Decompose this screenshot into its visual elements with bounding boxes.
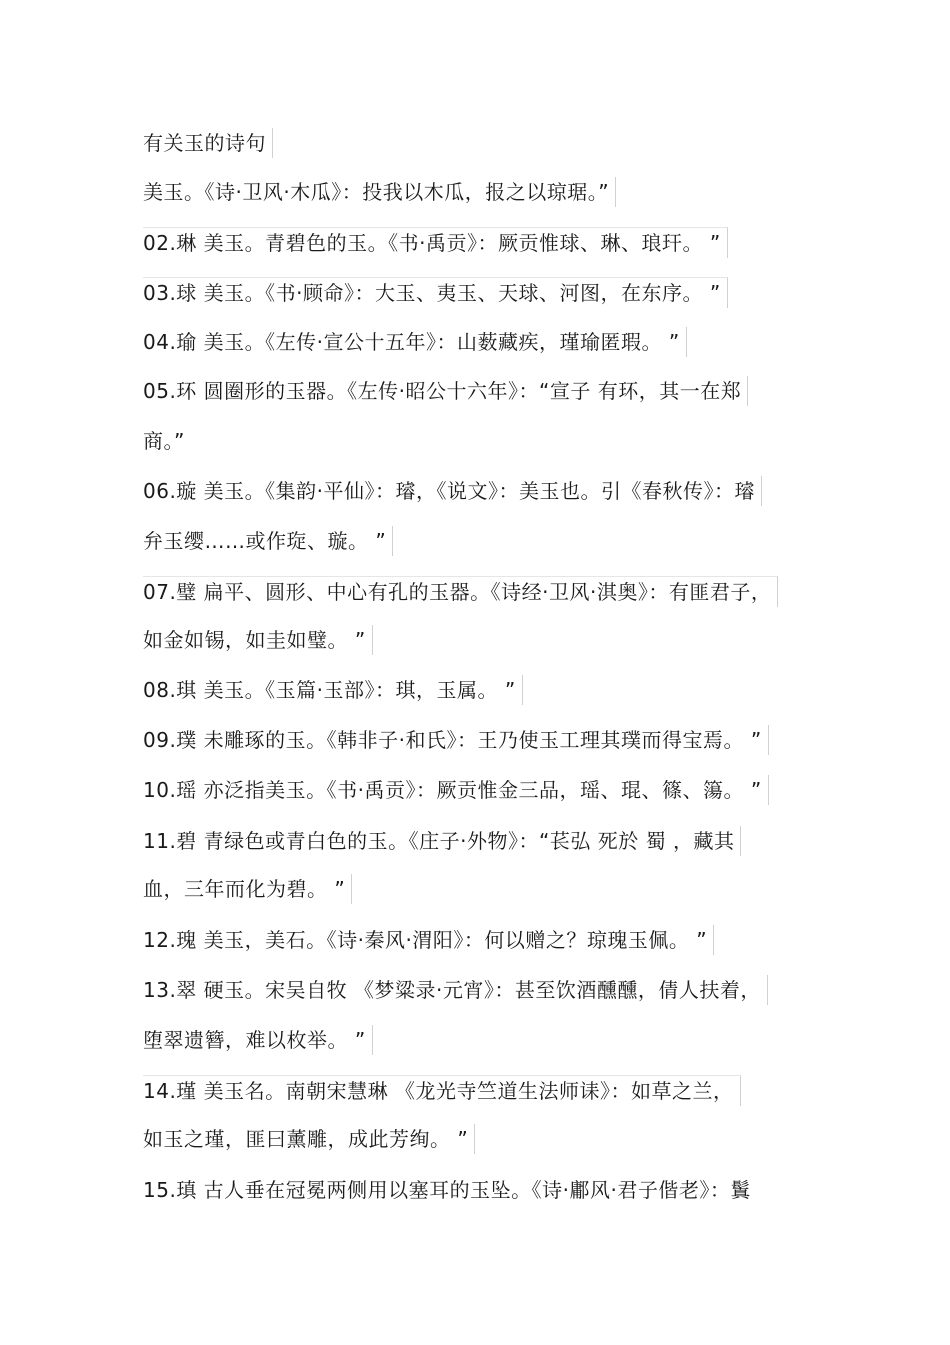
page-title: 有关玉的诗句 xyxy=(143,128,273,158)
text-line-13: 13.翠 硬玉。宋吴自牧 《梦粱录·元宵》：甚至饮酒醺醺，倩人扶着， xyxy=(143,975,768,1005)
text-line-06-cont: 弁玉缨……或作琁、璇。 ” xyxy=(143,526,393,556)
text-line-02: 02.琳 美玉。青碧色的玉。《书·禹贡》：厥贡惟球、琳、琅玕。 ” xyxy=(143,227,728,258)
text-line-07: 07.璧 扁平、圆形、中心有孔的玉器。《诗经·卫风·淇奥》：有匪君子， xyxy=(143,576,778,607)
text-line-15: 15.瑱 古人垂在冠冕两侧用以塞耳的玉坠。《诗·鄘风·君子偕老》：鬒 xyxy=(143,1178,751,1202)
text-line-12: 12.瑰 美玉，美石。《诗·秦风·渭阳》：何以赠之？琼瑰玉佩。 ” xyxy=(143,925,714,955)
text-line-07-cont: 如金如锡，如圭如璧。 ” xyxy=(143,625,373,655)
text-line-14-cont: 如玉之瑾，匪曰薰雕，成此芳绚。 ” xyxy=(143,1124,475,1154)
text-line-01: 美玉。《诗·卫风·木瓜》：投我以木瓜，报之以琼琚。” xyxy=(143,177,616,207)
text-line-11-cont: 血，三年而化为碧。 ” xyxy=(143,874,352,904)
text-line-13-cont: 堕翠遗簪，难以枚举。 ” xyxy=(143,1025,373,1055)
text-line-10: 10.瑶 亦泛指美玉。《书·禹贡》：厥贡惟金三品，瑶、琨、篠、簜。 ” xyxy=(143,775,769,805)
text-line-14: 14.瑾 美玉名。南朝宋慧琳 《龙光寺竺道生法师诔》：如草之兰， xyxy=(143,1075,741,1106)
text-line-05-cont: 商。” xyxy=(143,429,185,453)
text-line-05: 05.环 圆圈形的玉器。《左传·昭公十六年》：“宣子 有环，其一在郑 xyxy=(143,376,748,406)
text-line-04: 04.瑜 美玉。《左传·宣公十五年》：山薮藏疾，瑾瑜匿瑕。 ” xyxy=(143,327,687,357)
text-line-09: 09.璞 未雕琢的玉。《韩非子·和氏》：王乃使玉工理其璞而得宝焉。 ” xyxy=(143,725,769,755)
text-line-03: 03.球 美玉。《书·顾命》：大玉、夷玉、天球、河图，在东序。 ” xyxy=(143,277,728,308)
text-line-06: 06.璇 美玉。《集韵·平仙》：璿，《说文》：美玉也。引《春秋传》：璿 xyxy=(143,476,762,506)
text-line-11: 11.碧 青绿色或青白色的玉。《庄子·外物》：“苌弘 死於 蜀 ，藏其 xyxy=(143,826,741,856)
text-line-08: 08.琪 美玉。《玉篇·玉部》：琪，玉属。 ” xyxy=(143,675,523,705)
